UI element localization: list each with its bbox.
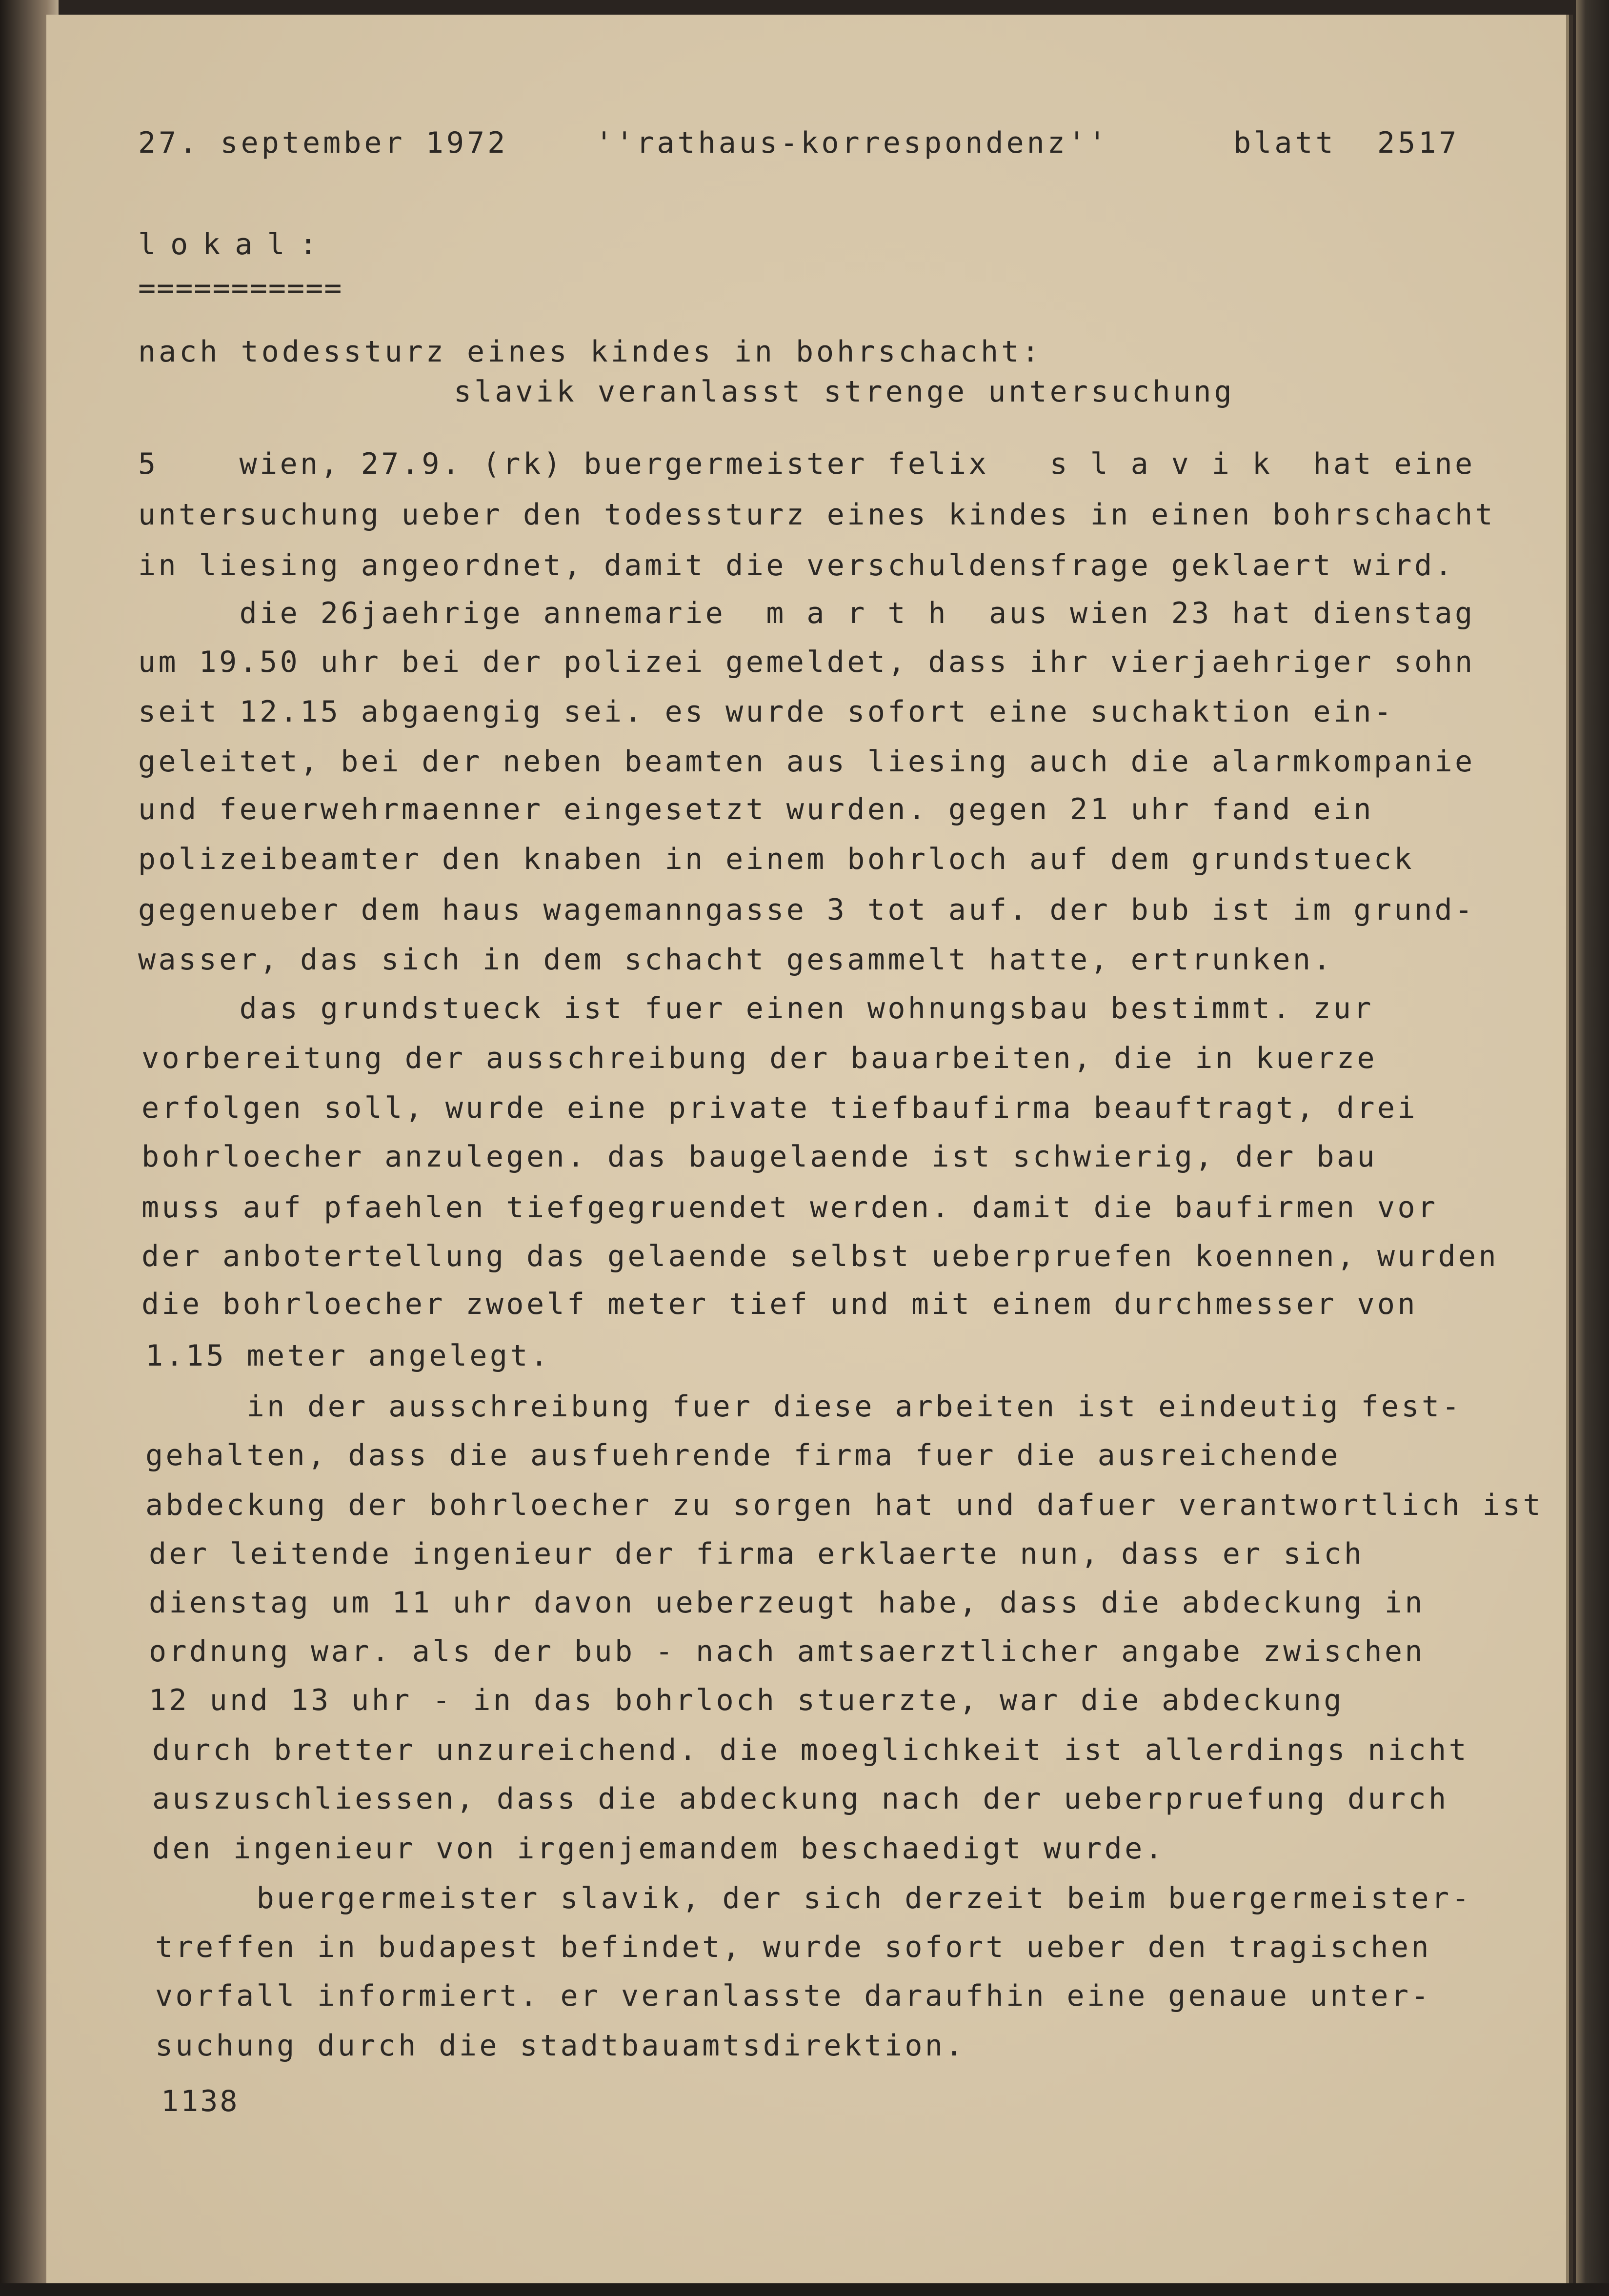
- body-line: muss auf pfaehlen tiefgegruendet werden. damit die baufirmen vor: [141, 1190, 1438, 1225]
- section-rule: ===========: [138, 271, 343, 305]
- body-line: vorbereitung der ausschreibung der bauarbeiten, die in kuerze: [141, 1041, 1377, 1075]
- body-line: die bohrloecher zwoelf meter tief und mit einem durchmesser von: [141, 1287, 1418, 1321]
- body-line: und feuerwehrmaenner eingesetzt wurden. gegen 21 uhr fand ein: [138, 792, 1374, 826]
- body-line: seit 12.15 abgaengig sei. es wurde sofort eine suchaktion ein-: [138, 695, 1394, 729]
- body-line: ordnung war. als der bub - nach amtsaerztlicher angabe zwischen: [149, 1634, 1425, 1669]
- body-line: buergermeister slavik, der sich derzeit beim buergermeister-: [155, 1881, 1472, 1915]
- body-line: vorfall informiert. er veranlasste daraufhin eine genaue unter-: [155, 1979, 1431, 2013]
- footer-code: 1138: [161, 2084, 240, 2118]
- header-date: 27. september 1972: [138, 126, 508, 160]
- header-page-number: blatt 2517: [1233, 126, 1460, 160]
- body-line: untersuchung ueber den todessturz eines kindes in einen bohrschacht: [138, 498, 1496, 532]
- section-title: lokal:: [138, 227, 332, 262]
- body-line: suchung durch die stadtbauamtsdirektion.: [155, 2029, 965, 2063]
- body-line: 12 und 13 uhr - in das bohrloch stuerzte, war die abdeckung: [149, 1683, 1344, 1717]
- body-line: treffen in budapest befindet, wurde sofort ueber den tragischen: [155, 1930, 1431, 1964]
- body-line: den ingenieur von irgenjemandem beschaedigt wurde.: [152, 1832, 1166, 1866]
- body-line: in liesing angeordnet, damit die verschuldensfrage geklaert wird.: [138, 548, 1455, 583]
- body-line: auszuschliessen, dass die abdeckung nach der ueberpruefung durch: [152, 1782, 1449, 1816]
- body-line: erfolgen soll, wurde eine private tiefbaufirma beauftragt, drei: [141, 1091, 1418, 1125]
- body-line: geleitet, bei der neben beamten aus liesing auch die alarmkompanie: [138, 745, 1475, 779]
- body-line: um 19.50 uhr bei der polizei gemeldet, dass ihr vierjaehriger sohn: [138, 645, 1475, 679]
- body-line: gehalten, dass die ausfuehrende firma fuer die ausreichende: [145, 1438, 1341, 1472]
- page-edge-right: [1576, 0, 1609, 2296]
- body-line: die 26jaehrige annemarie m a r t h aus wien 23 hat dienstag: [138, 596, 1475, 630]
- body-line: der leitende ingenieur der firma erklaerte nun, dass er sich: [149, 1537, 1365, 1571]
- body-line: bohrloecher anzulegen. das baugelaende ist schwierig, der bau: [141, 1140, 1377, 1174]
- body-line: das grundstueck ist fuer einen wohnungsbau bestimmt. zur: [138, 991, 1374, 1026]
- body-line: 5 wien, 27.9. (rk) buergermeister felix s l a v i k hat eine: [138, 447, 1475, 481]
- body-line: wasser, das sich in dem schacht gesammelt hatte, ertrunken.: [138, 943, 1333, 977]
- header-publication: ''rathaus-korrespondenz'': [595, 126, 1109, 160]
- body-line: dienstag um 11 uhr davon ueberzeugt habe, dass die abdeckung in: [149, 1586, 1425, 1620]
- page-edge-bottom: [0, 2283, 1609, 2296]
- body-line: durch bretter unzureichend. die moeglichkeit ist allerdings nicht: [152, 1733, 1469, 1767]
- body-line: in der ausschreibung fuer diese arbeiten ist eindeutig fest-: [145, 1390, 1462, 1424]
- headline-line-1: nach todessturz eines kindes in bohrschacht:: [138, 335, 1043, 369]
- body-line: abdeckung der bohrloecher zu sorgen hat und dafuer verantwortlich ist: [145, 1488, 1544, 1522]
- body-line: gegenueber dem haus wagemanngasse 3 tot auf. der bub ist im grund-: [138, 893, 1475, 927]
- body-line: 1.15 meter angelegt.: [145, 1339, 551, 1373]
- headline-line-2: slavik veranlasst strenge untersuchung: [454, 375, 1235, 409]
- body-line: polizeibeamter den knaben in einem bohrloch auf dem grundstueck: [138, 842, 1414, 876]
- body-line: der anbotertellung das gelaende selbst ueberpruefen koennen, wurden: [141, 1239, 1499, 1273]
